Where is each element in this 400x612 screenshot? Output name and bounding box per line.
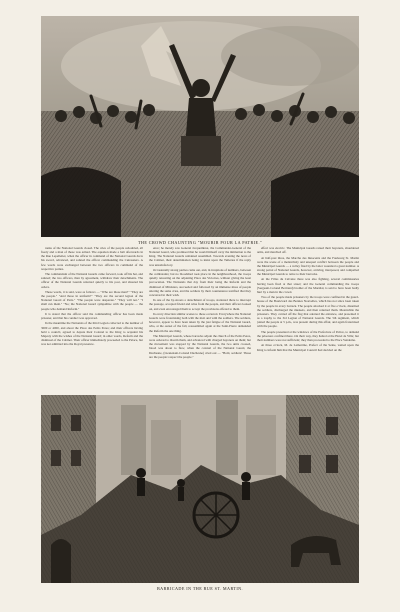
caption-bottom: BARRICADE IN THE RUE ST. MARTIN.	[156, 586, 244, 591]
paragraph: effect was electric. The Municipal Guards raised their bayonets, shouldered arms, and marched off.	[257, 246, 359, 255]
crowd-engraving-image	[41, 16, 359, 237]
paragraph: At half-past three, the Marche des Innocents and the Faubourg St. Martin were the scene of a melancholy and unequal conflict between the people and the Municipal Guards — a volley fired by the latter wounded a great number. A strong patrol of National Guards, however, arriving, interposed, and compelled the Municipal Guards to retire to their barracks.	[257, 255, 359, 277]
paragraph: In one of the by-streets a detachment of troops, stationed there to intercept the passage, accepted friend and wine from the people, and their officers looked on, and even encouraged them to accept the provisions offered to them.	[149, 298, 251, 311]
paragraph: The Municipal Guards, whose barracks adjoin the church of the Petits Peres, were ordered to disarm them, and advanced with charged bayonets on them; but the movement was stopped by the National Guards, the two units crossed, blood was about to flow, when the colonel of the National Guard, the Duchesne, (Lieutenant-Colonel Duchesne) cried out — "Hold, soldiers! Those are the people: respect the people."	[149, 333, 251, 359]
caption-top: THE CROWD CHAUNTING "MOURIR POUR LA PATRIE."	[137, 240, 263, 245]
paragraph: At three o'clock, M. de Lamartine, Prefect of the Seine, waited upon the King to inform him that the Municipal Council had decided on the	[257, 343, 359, 352]
paragraph: Two of the people made prisoners by the troops were confined in the guard-house of the Boulevard des Bonnes Nouvelles, which has not since been taken by the people in every barrack. The people attacked it at five o'clock, disarmed the soldiers, discharged the muskets, and then returned them. Meanwhile the prisoners. They carried off the flag that adorned the entrance, and presented it as a trophy to the 3rd Legion of National Guards. The 5th regiment, which joined the people at 5 p.m., was present during this affair, and again fraternised with the people.	[257, 295, 359, 329]
engraving-crowd-chanting	[41, 16, 359, 237]
paragraph: In every direction similar scenes to these occurred. Everywhere the National Guards were fraternising both with the mob and with the soldiers. The soldiers, however, appear to have been taken by the just fatigue of the National Guard, who, at the outset of the fall, reassembled again at the Saint-Pierre demanded the Reform the one thing.	[149, 311, 251, 333]
article-columns	[41, 246, 359, 392]
paragraph: At the Filles du Calvaire there was also fighting, several commissaries having been fired at that street; and the General commanding the troops (Sergeant-Colonel Bertrand) brother of the Marshal, is said to have been badly hurt by a man in the crowd.	[257, 277, 359, 294]
article-column-2	[149, 246, 251, 392]
article-column-1	[41, 246, 143, 392]
barricade-engraving-image	[41, 395, 359, 583]
article-column-3	[257, 246, 359, 392]
paragraph: These words, it is said, were as follows — "Who are those men?" "They are the people." "And those in uniform?" "They are the second legion of the National Guard of Paris." "The people were desperate." "They will not." "I shall run them." "No; the National Guard sympathise with the people — the people who demand Reform."	[41, 289, 143, 311]
paragraph: In the meantime the Nationals of the third Legion collected to the number of 3000 or 4000, and about the Place des Petits Peres; and their officers having held a council, agreed to depute their Colonel to the King to acquaint his Majesty with the wishes of the National Guard; in other words, Reform and the dismissal of the Cabinet. Their officer immediately proceeded to the Palace, but was not admitted into the Royal presence.	[41, 321, 143, 347]
paragraph: ranks of the National Guards closed. The cries of the people redoubled, all freely and a man of those was armed. The equation made a halt afterwards in the Rue Lepelletier, when the officer in command of the National Guards drew his sword, advanced, and saluted the officer commanding the Cuirassiers. A few words were exchanged between the two officers in command of the respective parties.	[41, 246, 143, 271]
engraving-barricade	[41, 395, 359, 583]
paragraph: The people presented at the windows of the Prefecture of Police, to demand the prisoners confined there. On their way, they halted at the Hotel de Ville; but their numbers were not sufficient; they then proceeded to the Place Vendome.	[257, 329, 359, 343]
paragraph: The commandant of the National Guards came forward, took off his hat, and saluted; the two officers, then by agreement, withdrew their detachments. The officer of the National Guards returned quietly to his post, and shouted his orders.	[41, 272, 143, 289]
paragraph: ence; he merely saw General Jacqueminot, the Commander-General of the National Guard, who promised that he would himself carry the intimation to the King. The National Guards remained assembled. Towards evening the news of the Cabinet, their determination being to insist upon the Tuileries if the reply was unsatisfactory.	[149, 246, 251, 267]
paragraph: It is stated that the officer said the commanding officer has been made prisoner, and that his conduct was approved.	[41, 311, 143, 321]
paragraph: Occasionally strong parties came out, and, in irruptions of numbers, between the combatants; but no bloodshed took place in the neighbourhood, the troops quietly retreating on the adjoining Place des Victoires, without giving the least provocation. The Nationals that day from their being the Reform and the dismissal of Ministers, succeeded and followed by an immense mass of people uttering the same cries, and the soldiers by their countenance testified that they concurred in their wish.	[149, 267, 251, 297]
